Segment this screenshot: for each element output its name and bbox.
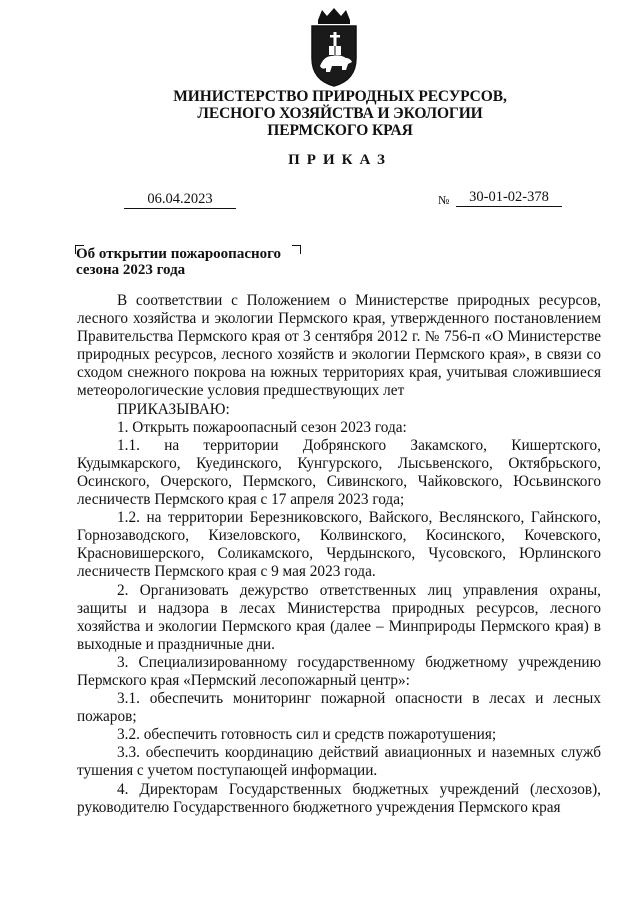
body-paragraph: 3.3. обеспечить координацию действий авиационных и наземных служб тушения с учетом поступающей информации. [77, 744, 601, 780]
ministry-name [120, 88, 560, 139]
document-body [77, 292, 601, 817]
document-subject [76, 246, 306, 278]
subject-line: сезона 2023 года [76, 262, 186, 278]
ministry-line: МИНИСТЕРСТВО ПРИРОДНЫХ РЕСУРСОВ, [173, 88, 507, 105]
body-paragraph: 4. Директорам Государственных бюджетных учреждений (лесхозов), руководителю Государственного бюджетного учреждения Пермского края [77, 780, 601, 816]
body-paragraph: В соответствии с Положением о Министерстве природных ресурсов, лесного хозяйства и экологии Пермского края, утвержденного постановлением Правительства Пермского края от 3 сентября 2012 г. № 756-п «О Министерстве природных ресурсов, лесного хозяйств и экологии Пермского края», в связи со сходом снежного покрова на южных территориях края, учитывая сложившиеся метеорологические условия предшествующих лет [77, 292, 601, 400]
body-paragraph: ПРИКАЗЫВАЮ: [117, 400, 230, 418]
body-paragraph: 2. Организовать дежурство ответственных лиц управления охраны, защиты и надзора в лесах Министерства природных ресурсов, лесного хозяйства и экологии Пермского края (далее – Минприроды Пермского края) в выходные и праздничные дни. [77, 581, 601, 653]
body-paragraph: 1.2. на территории Березниковского, Вайского, Веслянского, Гайнского, Горнозаводского, Кизеловского, Колвинского, Косинского, Кочевского, Красновишерского, Соликамского, Чердынского, Чусовского, Юрлинского лесничеств Пермского края с 9 мая 2023 года. [77, 509, 601, 581]
coat-of-arms-icon [296, 6, 372, 90]
body-paragraph: 3.1. обеспечить мониторинг пожарной опасности в лесах и лесных пожаров; [77, 690, 601, 726]
document-type: ПРИКАЗ [288, 152, 392, 168]
body-paragraph: 3. Специализированному государственному бюджетному учреждению Пермского края «Пермский лесопожарный центр»: [77, 653, 601, 689]
body-paragraph: 3.2. обеспечить готовность сил и средств пожаротушения; [117, 726, 497, 744]
document-date: 06.04.2023 [124, 191, 236, 209]
ministry-line: ЛЕСНОГО ХОЗЯЙСТВА И ЭКОЛОГИИ [197, 105, 483, 122]
body-paragraph: 1.1. на территории Добрянского Закамского, Кишертского, Кудымкарского, Куединского, Кунгурского, Лысьвенского, Октябрьского, Осинского, Очерского, Пермского, Сивинского, Чайковского, Юсьвинского лесничеств Пермского края с 17 апреля 2023 года; [77, 436, 601, 509]
subject-line: Об открытии пожароопасного [76, 246, 282, 262]
ministry-line: ПЕРМСКОГО КРАЯ [267, 122, 413, 139]
number-sign: № [438, 193, 450, 207]
body-paragraph: 1. Открыть пожароопасный сезон 2023 года: [117, 418, 407, 436]
document-number: 30-01-02-378 [456, 189, 562, 207]
